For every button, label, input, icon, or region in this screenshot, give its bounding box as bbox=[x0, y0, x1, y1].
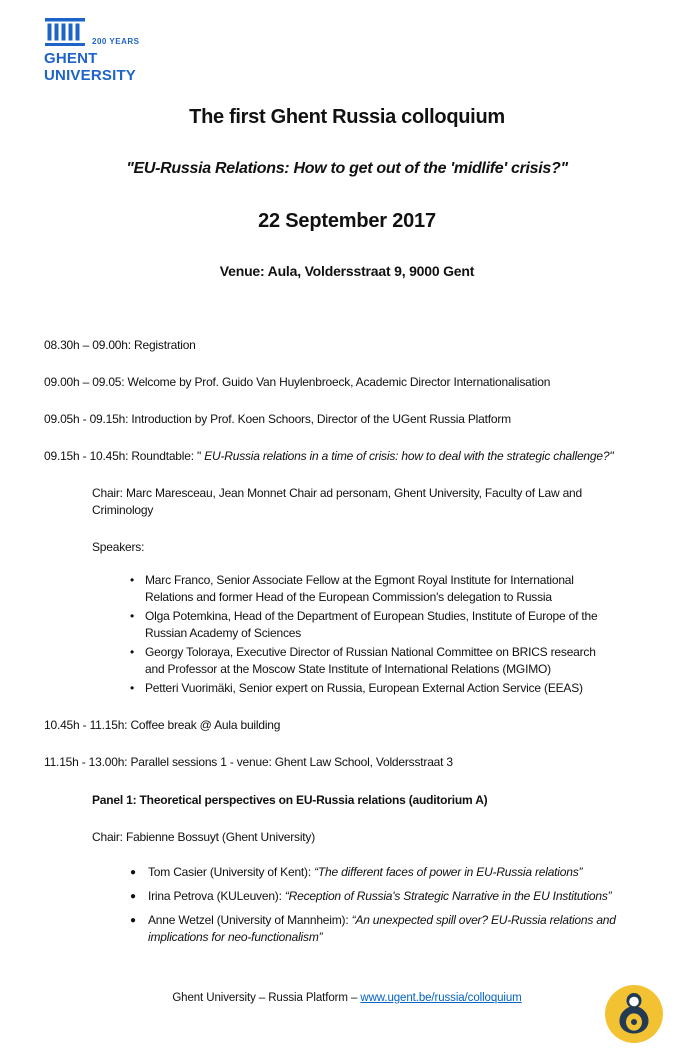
russia-platform-logo bbox=[604, 984, 664, 1044]
document-title: The first Ghent Russia colloquium bbox=[189, 106, 505, 128]
event-venue: Venue: Aula, Voldersstraat 9, 9000 Gent bbox=[219, 263, 475, 279]
ghent-university-logo bbox=[44, 18, 164, 84]
panel1-talks-list bbox=[130, 864, 650, 946]
list-item: • Petteri Vuorimäki, Senior expert on Russia, European External Action Service (EEAS) bbox=[130, 680, 610, 697]
panel1-title: Panel 1: Theoretical perspectives on EU-Russia relations (auditorium A) bbox=[92, 792, 488, 807]
talk-quote: “The different faces of power in EU-Russia relations” bbox=[314, 864, 583, 879]
talk-quote: “Reception of Russia's Strategic Narrative in the EU Institutions” bbox=[284, 888, 612, 903]
footer bbox=[0, 992, 694, 1004]
speakers-list bbox=[130, 572, 650, 697]
colloquium-link[interactable]: www.ugent.be/russia/colloquium bbox=[360, 992, 522, 1004]
schedule-item-introduction: 09.05h - 09.15h: Introduction by Prof. Koen Schoors, Director of the UGent Russia Platform bbox=[44, 412, 511, 427]
schedule-item-welcome: 09.00h – 09.05: Welcome by Prof. Guido Van Huylenbroeck, Academic Director Internationalisation bbox=[44, 375, 551, 390]
schedule bbox=[44, 337, 650, 946]
event-date: 22 September 2017 bbox=[258, 210, 436, 232]
schedule-item-roundtable bbox=[44, 448, 650, 465]
roundtable-prefix: 09.15h - 10.45h: Roundtable: " bbox=[44, 449, 205, 464]
logo-years-label: 200 YEARS bbox=[92, 37, 140, 46]
talk-speaker: Tom Casier (University of Kent): bbox=[148, 864, 315, 879]
schedule-item-registration: 08.30h – 09.00h: Registration bbox=[44, 338, 196, 352]
list-item: • Olga Potemkina, Head of the Department of European Studies, Institute of Europe of the Russian Academy of Sciences bbox=[130, 608, 610, 642]
logo-name-line2: UNIVERSITY bbox=[44, 66, 137, 84]
logo-name-line1: GHENT bbox=[44, 50, 98, 67]
matryoshka-icon bbox=[604, 984, 664, 1044]
list-item bbox=[130, 864, 630, 881]
footer-text: Ghent University – Russia Platform – bbox=[172, 992, 361, 1004]
list-item bbox=[130, 912, 630, 946]
list-item: • Marc Franco, Senior Associate Fellow at the Egmont Royal Institute for International Relations and former Head of the European Commission's delegation to Russia bbox=[130, 572, 610, 606]
list-item bbox=[130, 888, 630, 905]
university-columns-icon bbox=[44, 18, 86, 48]
speakers-label: Speakers: bbox=[92, 540, 145, 555]
title-block bbox=[44, 106, 650, 279]
panel1-chair: Chair: Fabienne Bossuyt (Ghent University) bbox=[92, 829, 316, 844]
roundtable-chair: Chair: Marc Maresceau, Jean Monnet Chair ad personam, Ghent University, Faculty of Law and Criminology bbox=[92, 486, 583, 518]
talk-quote: “An unexpected spill over? EU-Russia relations and implications for neo-functionalism” bbox=[148, 912, 616, 944]
roundtable-quote: EU-Russia relations in a time of crisis: how to deal with the strategic challenge?" bbox=[204, 449, 614, 464]
talk-speaker: Anne Wetzel (University of Mannheim): bbox=[148, 912, 352, 927]
talk-speaker: Irina Petrova (KULeuven): bbox=[148, 888, 285, 903]
document-subtitle: "EU-Russia Relations: How to get out of the 'midlife' crisis?" bbox=[126, 160, 568, 177]
logo-name bbox=[44, 51, 164, 84]
schedule-item-parallel-sessions: 11.15h - 13.00h: Parallel sessions 1 - venue: Ghent Law School, Voldersstraat 3 bbox=[44, 755, 453, 770]
schedule-item-coffee-break: 10.45h - 11.15h: Coffee break @ Aula building bbox=[44, 718, 281, 733]
list-item: • Georgy Toloraya, Executive Director of Russian National Committee on BRICS research and Professor at the Moscow State Institute of International Relations (MGIMO) bbox=[130, 644, 610, 678]
